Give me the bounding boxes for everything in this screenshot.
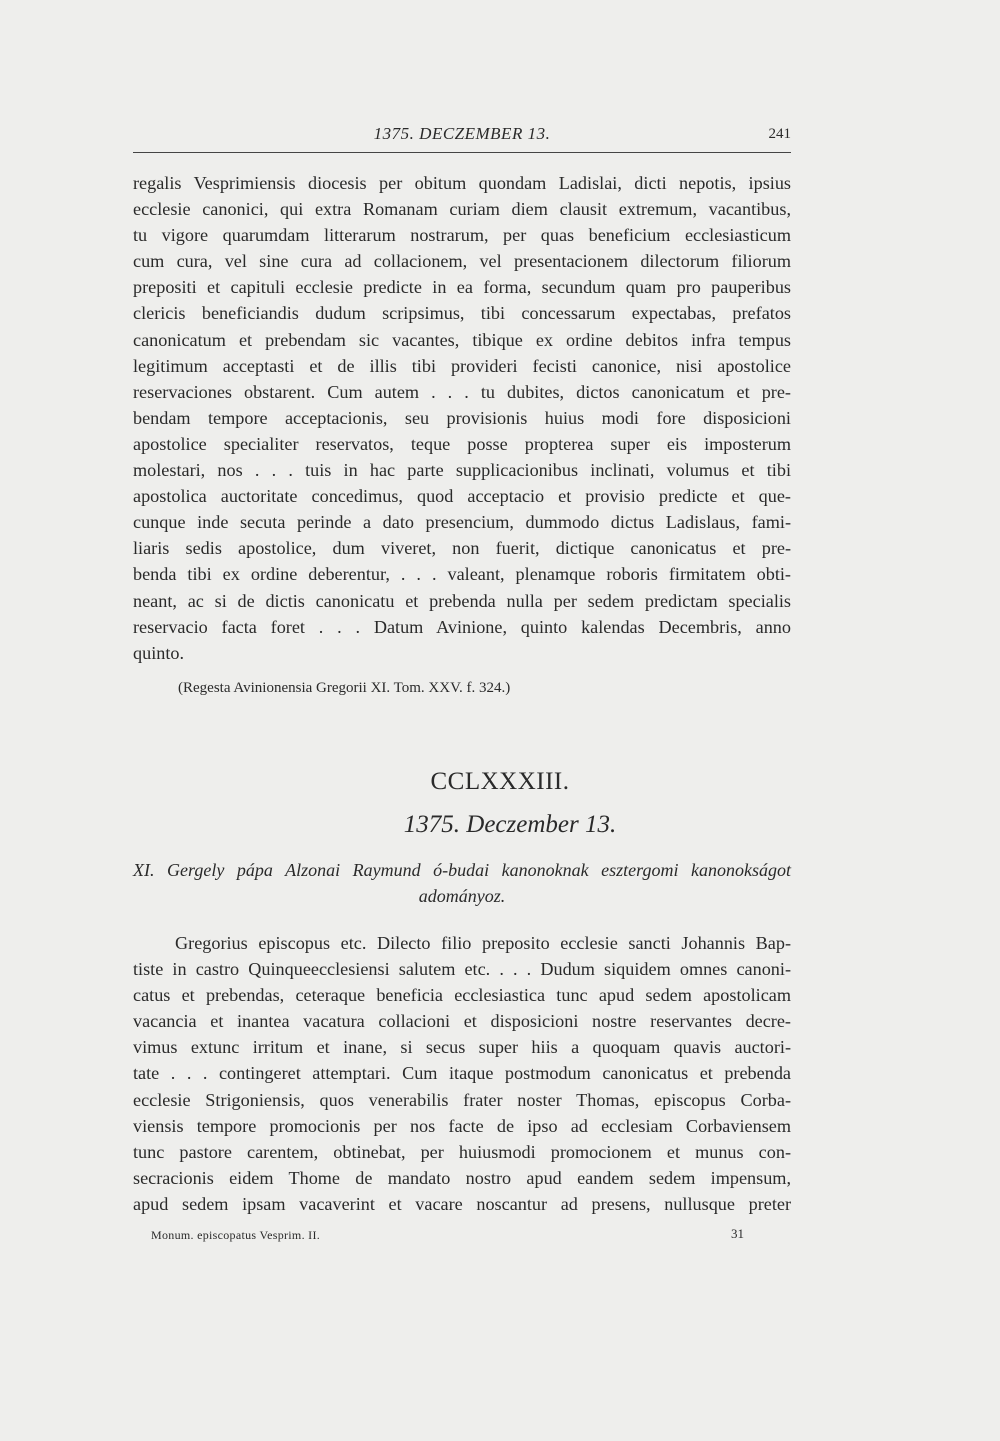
text-line: ecclesie canonici, qui extra Romanam curiam diem clausit extremum, vacantibus, <box>133 199 791 220</box>
text-line: cunque inde secuta perinde a dato presencium, dummodo dictus Ladislaus, fami- <box>133 512 791 533</box>
text-line: regalis Vesprimiensis diocesis per obitum quondam Ladislai, dicti nepotis, ipsius <box>133 173 791 193</box>
text-line: prepositi et capituli ecclesie predicte in ea forma, secundum quam pro pauperibus <box>133 277 791 298</box>
text-line: Gregorius episcopus etc. Dilecto filio preposito ecclesie sancti Johannis Bap- <box>175 933 791 953</box>
text-line: secracionis eidem Thome de mandato nostro apud eandem sedem impensum, <box>133 1167 791 1188</box>
text-line: legitimum acceptasti et de illis tibi provideri fecisti canonice, nisi apostolice <box>133 355 791 376</box>
text-line: cum cura, vel sine cura ad collacionem, vel presentacionem dilectorum filiorum <box>133 251 791 272</box>
text-line: neant, ac si de dictis canonicatu et prebenda nulla per sedem predictam specialis <box>133 590 791 611</box>
text-line: apostolica auctoritate concedimus, quod acceptacio et provisio predicte et que- <box>133 486 791 507</box>
running-head: 1375. DECZEMBER 13. <box>373 124 551 143</box>
text-line: tate . . . contingeret attemptari. Cum itaque postmodum canonicatus et prebenda <box>133 1063 791 1084</box>
summary-line: XI. Gergely pápa Alzonai Raymund ó-budai kanonoknak esztergomi kanonokságot <box>133 860 791 880</box>
text-line: reservaciones obstarent. Cum autem . . . tu dubites, dictos canonicatum et pre- <box>133 381 791 402</box>
summary-line: adományoz. <box>418 886 506 906</box>
body-text-lower <box>133 930 791 1217</box>
footer-sheet-number: 31 <box>731 1226 744 1241</box>
source-citation: (Regesta Avinionensia Gregorii XI. Tom. XXV. f. 324.) <box>178 680 511 696</box>
text-line: tu vigore quarumdam litterarum nostrarum, per quas beneficium ecclesiasticum <box>133 225 791 246</box>
text-line: bendam tempore acceptacionis, seu provisionis huius modi fore disposicioni <box>133 407 791 428</box>
text-line: vimus extunc irritum et inane, si secus super hiis a quoquam quavis auctori- <box>133 1037 791 1058</box>
text-line: canonicatum et prebendam sic vacantes, tibique ex ordine debitos infra tempus <box>133 329 791 350</box>
text-line: reservacio facta foret . . . Datum Avinione, quinto kalendas Decembris, anno <box>133 616 791 637</box>
text-line: apostolice specialiter reservatos, teque posse propterea super eis imposterum <box>133 433 791 454</box>
page-header <box>133 124 791 153</box>
text-line: quinto. <box>133 642 185 663</box>
text-line: molestari, nos . . . tuis in hac parte supplicacionibus inclinati, volumus et tibi <box>133 460 791 481</box>
text-line: liaris sedis apostolice, dum viveret, non fuerit, dictique canonicatus et pre- <box>133 538 791 559</box>
document-summary <box>133 857 791 909</box>
text-line: viensis tempore promocionis per nos facte de ipso ad ecclesiam Corbaviensem <box>133 1115 791 1136</box>
document-number: CCLXXXIII. <box>430 768 570 795</box>
text-line: ecclesie Strigoniensis, quos venerabilis frater noster Thomas, episcopus Corba- <box>133 1089 791 1110</box>
document-date: 1375. Deczember 13. <box>403 811 617 838</box>
text-line: clericis beneficiandis dudum scripsimus, tibi concessarum expectabas, prefatos <box>133 303 791 324</box>
text-line: tunc pastore carentem, obtinebat, per huiusmodi promocionem et munus con- <box>133 1141 791 1162</box>
text-line: benda tibi ex ordine deberentur, . . . valeant, plenamque roboris firmitatem obti- <box>133 564 791 585</box>
footer-signature: Monum. episcopatus Vesprim. II. <box>151 1228 321 1242</box>
page-number: 241 <box>768 126 791 142</box>
body-text-upper <box>133 170 791 666</box>
text-line: tiste in castro Quinqueecclesiensi salutem etc. . . . Dudum siquidem omnes canoni- <box>133 959 791 980</box>
text-line: catus et prebendas, ceteraque beneficia ecclesiastica tunc apud sedem apostolicam <box>133 985 791 1006</box>
text-line: vacancia et inantea vacatura collacioni et disposicioni nostre reservantes decre- <box>133 1011 791 1032</box>
text-line: apud sedem ipsam vacaverint et vacare noscantur ad presens, nullusque preter <box>133 1193 791 1214</box>
